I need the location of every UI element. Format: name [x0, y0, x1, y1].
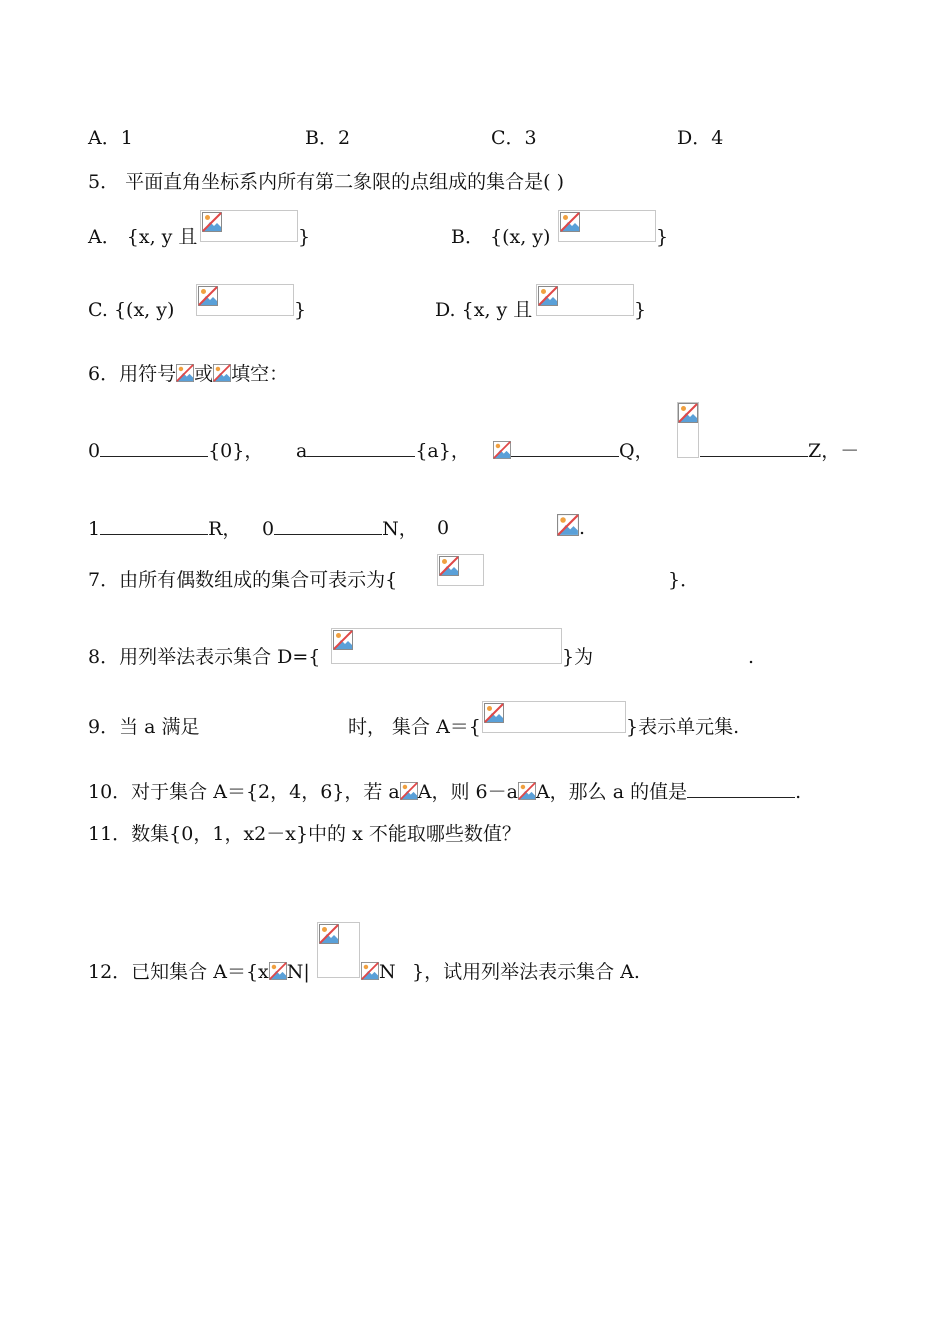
answer-blank[interactable]	[100, 438, 208, 457]
q5-b-close: }	[656, 226, 669, 248]
q4-option-d: D．4	[677, 127, 724, 149]
answer-blank[interactable]	[100, 516, 208, 535]
broken-image-icon	[400, 782, 418, 800]
q6-or: 或	[194, 363, 214, 385]
q9-image	[482, 701, 626, 733]
q12-line-b	[361, 960, 396, 984]
broken-image-icon	[560, 212, 580, 232]
broken-image-icon	[213, 364, 231, 382]
broken-image-icon	[493, 441, 511, 459]
q6-row1-part3	[493, 438, 654, 463]
q6-r2-b: R，	[208, 518, 242, 540]
q9-stem: 9．当 a 满足	[88, 716, 200, 738]
q6-row2-part3	[557, 514, 585, 540]
q6-r1-a: 0	[88, 440, 101, 462]
q9-close: }表示单元集.	[626, 716, 740, 738]
broken-image-icon	[319, 924, 339, 944]
q6-stem	[88, 362, 288, 386]
broken-image-icon	[361, 962, 379, 980]
broken-image-icon	[202, 212, 222, 232]
q5-d-close: }	[634, 299, 647, 321]
q6-r1-d: {a}，	[415, 440, 470, 462]
q12-p4: }，试用列举法表示集合 A.	[412, 961, 640, 983]
answer-blank[interactable]	[700, 438, 808, 457]
q6-r2-c: 0	[262, 518, 275, 540]
q7-image	[437, 554, 484, 586]
q12-p2: N|	[286, 961, 310, 983]
q12-p3: N	[379, 961, 396, 983]
q8-dot: .	[748, 646, 755, 668]
q10-line	[88, 779, 801, 804]
q5-option-c: C. {(x, y)	[88, 299, 175, 321]
q5-option-a: A． {x, y 且	[88, 226, 198, 248]
broken-image-icon	[678, 403, 698, 423]
answer-blank[interactable]	[511, 438, 619, 457]
q5-option-d: D. {x, y 且	[435, 299, 533, 321]
q9-mid: 时， 集合 A＝{	[348, 716, 481, 738]
q12-line-a	[88, 960, 310, 984]
q6-r2-f: .	[579, 517, 586, 539]
q10-p2: A，则 6－a	[417, 781, 518, 803]
answer-blank[interactable]	[274, 516, 382, 535]
answer-blank[interactable]	[687, 779, 795, 798]
q10-end: .	[795, 781, 802, 803]
q6-r1-f: Z，－	[808, 440, 860, 462]
q6-r2-a: 1	[88, 518, 101, 540]
q7-close: }．	[668, 569, 700, 591]
q5-c-image	[196, 284, 294, 316]
q12-p1: 12．已知集合 A＝{x	[88, 961, 269, 983]
q10-p1: 10．对于集合 A＝{2，4，6}，若 a	[88, 781, 400, 803]
q6-fill: 填空：	[231, 363, 289, 385]
q6-r1-c: a	[296, 440, 308, 462]
q4-option-b: B．2	[305, 127, 351, 149]
q6-r2-e: 0	[437, 517, 450, 539]
q5-option-b: B． {(x, y)	[451, 226, 551, 248]
q5-b-image	[558, 210, 656, 242]
q5-c-close: }	[294, 299, 307, 321]
q6-row1-part4	[700, 438, 859, 463]
q8-close: }为	[562, 646, 594, 668]
q11-stem: 11．数集{0，1，x2－x}中的 x 不能取哪些数值？	[88, 823, 521, 845]
q6-r2-d: N，	[382, 518, 418, 540]
q5-a-image	[200, 210, 298, 242]
q4-option-a: A．1	[88, 127, 133, 149]
q6-r1-b: {0}，	[208, 440, 264, 462]
q6-r1-e: Q，	[619, 440, 654, 462]
broken-image-icon	[484, 703, 504, 723]
broken-image-icon	[269, 962, 287, 980]
broken-image-icon	[518, 782, 536, 800]
q8-stem: 8．用列举法表示集合 D={	[88, 646, 321, 668]
q6-num: 6．用符号	[88, 363, 177, 385]
q6-image-tall	[677, 402, 699, 458]
broken-image-icon	[198, 286, 218, 306]
q10-p3: A，那么 a 的值是	[535, 781, 688, 803]
broken-image-icon	[439, 556, 459, 576]
q5-a-close: }	[298, 226, 311, 248]
q8-image	[331, 628, 562, 664]
q6-row1-part2	[296, 438, 470, 463]
q5-stem: 5． 平面直角坐标系内所有第二象限的点组成的集合是( )	[88, 171, 564, 193]
q7-stem: 7．由所有偶数组成的集合可表示为{	[88, 569, 398, 591]
broken-image-icon	[557, 514, 579, 536]
broken-image-icon	[538, 286, 558, 306]
broken-image-icon	[176, 364, 194, 382]
q5-d-image	[536, 284, 634, 316]
q6-row1-part1	[88, 438, 263, 463]
answer-blank[interactable]	[307, 438, 415, 457]
q6-row2-part1	[88, 516, 241, 541]
q4-option-c: C．3	[491, 127, 537, 149]
q6-row2-part2	[262, 516, 418, 541]
broken-image-icon	[333, 630, 353, 650]
q12-image-tall	[317, 922, 360, 978]
